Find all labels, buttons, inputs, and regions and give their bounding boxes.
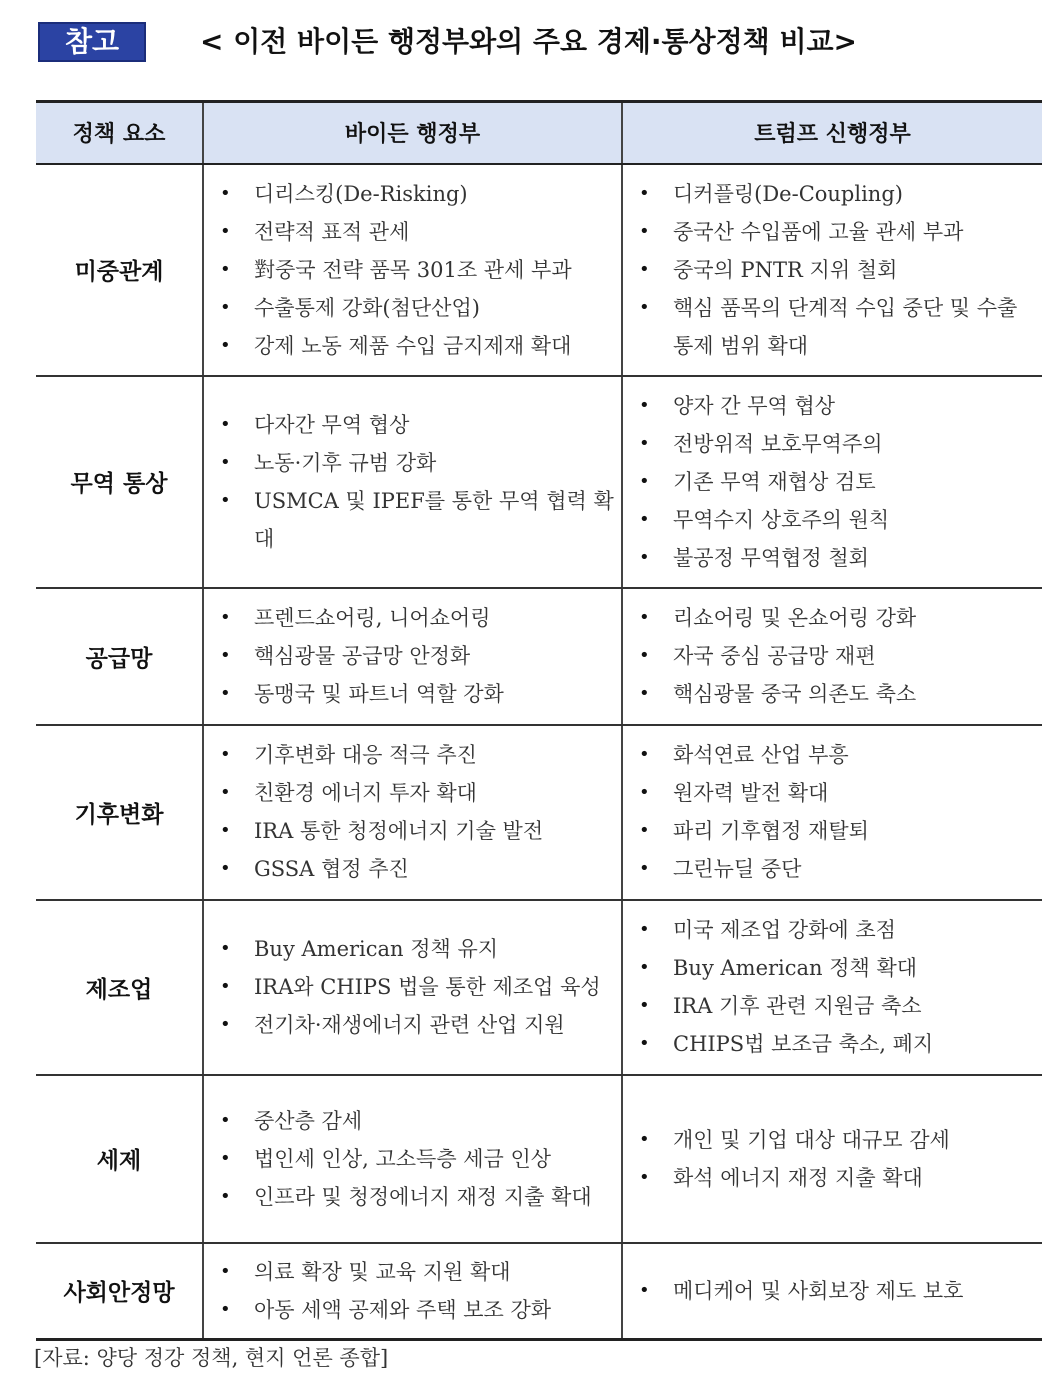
- header: [0, 0, 1059, 80]
- list-item: • 자국 중심 공급망 재편: [637, 637, 1042, 675]
- source-note: [자료: 양당 정강 정책, 현지 언론 종합]: [34, 1346, 389, 1370]
- table-row-social-safety-net: [36, 1243, 1042, 1340]
- list-item: • USMCA 및 IPEF를 통한 무역 협력 확대: [218, 482, 621, 558]
- list-item: • 의료 확장 및 교육 지원 확대: [218, 1253, 621, 1291]
- biden-policy-cell: [203, 900, 622, 1075]
- table-row-tax: [36, 1075, 1042, 1243]
- list-item: • 전략적 표적 관세: [218, 213, 621, 251]
- table-row-climate-change: [36, 725, 1042, 900]
- trump-policy-list: [623, 175, 1042, 365]
- trump-policy-list: [623, 736, 1042, 888]
- list-item: • 동맹국 및 파트너 역할 강화: [218, 675, 621, 713]
- biden-policy-cell: [203, 588, 622, 725]
- page-title: < 이전 바이든 행정부와의 주요 경제·통상정책 비교>: [200, 25, 858, 58]
- list-item: • 중국의 PNTR 지위 철회: [637, 251, 1042, 289]
- biden-policy-list: [204, 599, 621, 713]
- trump-policy-cell: [622, 164, 1042, 376]
- list-item: • 디리스킹(De-Risking): [218, 175, 621, 213]
- category-cell: 공급망: [36, 588, 203, 725]
- list-item: • 다자간 무역 협상: [218, 406, 621, 444]
- biden-policy-list: [204, 930, 621, 1044]
- biden-policy-cell: [203, 376, 622, 588]
- category-cell: 기후변화: [36, 725, 203, 900]
- table-row-us-china-relations: [36, 164, 1042, 376]
- list-item: • 아동 세액 공제와 주택 보조 강화: [218, 1291, 621, 1329]
- biden-policy-cell: [203, 1243, 622, 1340]
- list-item: • GSSA 협정 추진: [218, 850, 621, 888]
- list-item: • 파리 기후협정 재탈퇴: [637, 812, 1042, 850]
- biden-policy-list: [204, 736, 621, 888]
- trump-policy-list: [623, 599, 1042, 713]
- list-item: • 중국산 수입품에 고율 관세 부과: [637, 213, 1042, 251]
- trump-policy-cell: [622, 588, 1042, 725]
- list-item: • 기존 무역 재협상 검토: [637, 463, 1042, 501]
- biden-policy-cell: [203, 725, 622, 900]
- trump-policy-cell: [622, 1243, 1042, 1340]
- biden-policy-list: [204, 1253, 621, 1329]
- list-item: • 개인 및 기업 대상 대규모 감세: [637, 1121, 1042, 1159]
- comparison-table: [36, 100, 1042, 1341]
- biden-policy-cell: [203, 1075, 622, 1243]
- list-item: • 기후변화 대응 적극 추진: [218, 736, 621, 774]
- list-item: • 화석 에너지 재정 지출 확대: [637, 1159, 1042, 1197]
- table-row-manufacturing: [36, 900, 1042, 1075]
- list-item: • Buy American 정책 확대: [637, 949, 1042, 987]
- list-item: • 디커플링(De-Coupling): [637, 175, 1042, 213]
- column-header-biden: 바이든 행정부: [203, 102, 622, 164]
- list-item: • 노동·기후 규범 강화: [218, 444, 621, 482]
- list-item: • 무역수지 상호주의 원칙: [637, 501, 1042, 539]
- list-item: • 중산층 감세: [218, 1102, 621, 1140]
- list-item: • 그린뉴딜 중단: [637, 850, 1042, 888]
- list-item: • CHIPS법 보조금 축소, 폐지: [637, 1025, 1042, 1063]
- biden-policy-cell: [203, 164, 622, 376]
- list-item: • Buy American 정책 유지: [218, 930, 621, 968]
- list-item: • 화석연료 산업 부흥: [637, 736, 1042, 774]
- trump-policy-cell: [622, 725, 1042, 900]
- table-row-trade: [36, 376, 1042, 588]
- list-item: • 미국 제조업 강화에 초점: [637, 911, 1042, 949]
- column-header-policy-element: 정책 요소: [36, 102, 203, 164]
- trump-policy-list: [623, 1121, 1042, 1197]
- list-item: • IRA 기후 관련 지원금 축소: [637, 987, 1042, 1025]
- list-item: • 법인세 인상, 고소득층 세금 인상: [218, 1140, 621, 1178]
- list-item: • 불공정 무역협정 철회: [637, 539, 1042, 577]
- list-item: • IRA와 CHIPS 법을 통한 제조업 육성: [218, 968, 621, 1006]
- list-item: • 양자 간 무역 협상: [637, 387, 1042, 425]
- trump-policy-list: [623, 387, 1042, 577]
- table-header-row: [36, 102, 1042, 164]
- trump-policy-cell: [622, 376, 1042, 588]
- category-cell: 사회안정망: [36, 1243, 203, 1340]
- trump-policy-list: [623, 1272, 1042, 1310]
- list-item: • 인프라 및 청정에너지 재정 지출 확대: [218, 1178, 621, 1216]
- list-item: • 메디케어 및 사회보장 제도 보호: [637, 1272, 1042, 1310]
- list-item: • 강제 노동 제품 수입 금지제재 확대: [218, 327, 621, 365]
- trump-policy-cell: [622, 1075, 1042, 1243]
- category-cell: 제조업: [36, 900, 203, 1075]
- reference-badge: 참고: [38, 22, 146, 62]
- category-cell: 미중관계: [36, 164, 203, 376]
- list-item: • 친환경 에너지 투자 확대: [218, 774, 621, 812]
- biden-policy-list: [204, 175, 621, 365]
- table-row-supply-chain: [36, 588, 1042, 725]
- biden-policy-list: [204, 1102, 621, 1216]
- list-item: • 프렌드쇼어링, 니어쇼어링: [218, 599, 621, 637]
- table-body: [36, 164, 1042, 1340]
- list-item: • 핵심광물 중국 의존도 축소: [637, 675, 1042, 713]
- category-cell: 무역 통상: [36, 376, 203, 588]
- list-item: • 전기차·재생에너지 관련 산업 지원: [218, 1006, 621, 1044]
- list-item: • 수출통제 강화(첨단산업): [218, 289, 621, 327]
- list-item: • 전방위적 보호무역주의: [637, 425, 1042, 463]
- trump-policy-list: [623, 911, 1042, 1063]
- biden-policy-list: [204, 406, 621, 558]
- category-cell: 세제: [36, 1075, 203, 1243]
- trump-policy-cell: [622, 900, 1042, 1075]
- list-item: • 핵심 품목의 단계적 수입 중단 및 수출통제 범위 확대: [637, 289, 1042, 365]
- list-item: • 핵심광물 공급망 안정화: [218, 637, 621, 675]
- list-item: • 리쇼어링 및 온쇼어링 강화: [637, 599, 1042, 637]
- list-item: • 원자력 발전 확대: [637, 774, 1042, 812]
- list-item: • IRA 통한 청정에너지 기술 발전: [218, 812, 621, 850]
- list-item: • 對중국 전략 품목 301조 관세 부과: [218, 251, 621, 289]
- column-header-trump: 트럼프 신행정부: [622, 102, 1042, 164]
